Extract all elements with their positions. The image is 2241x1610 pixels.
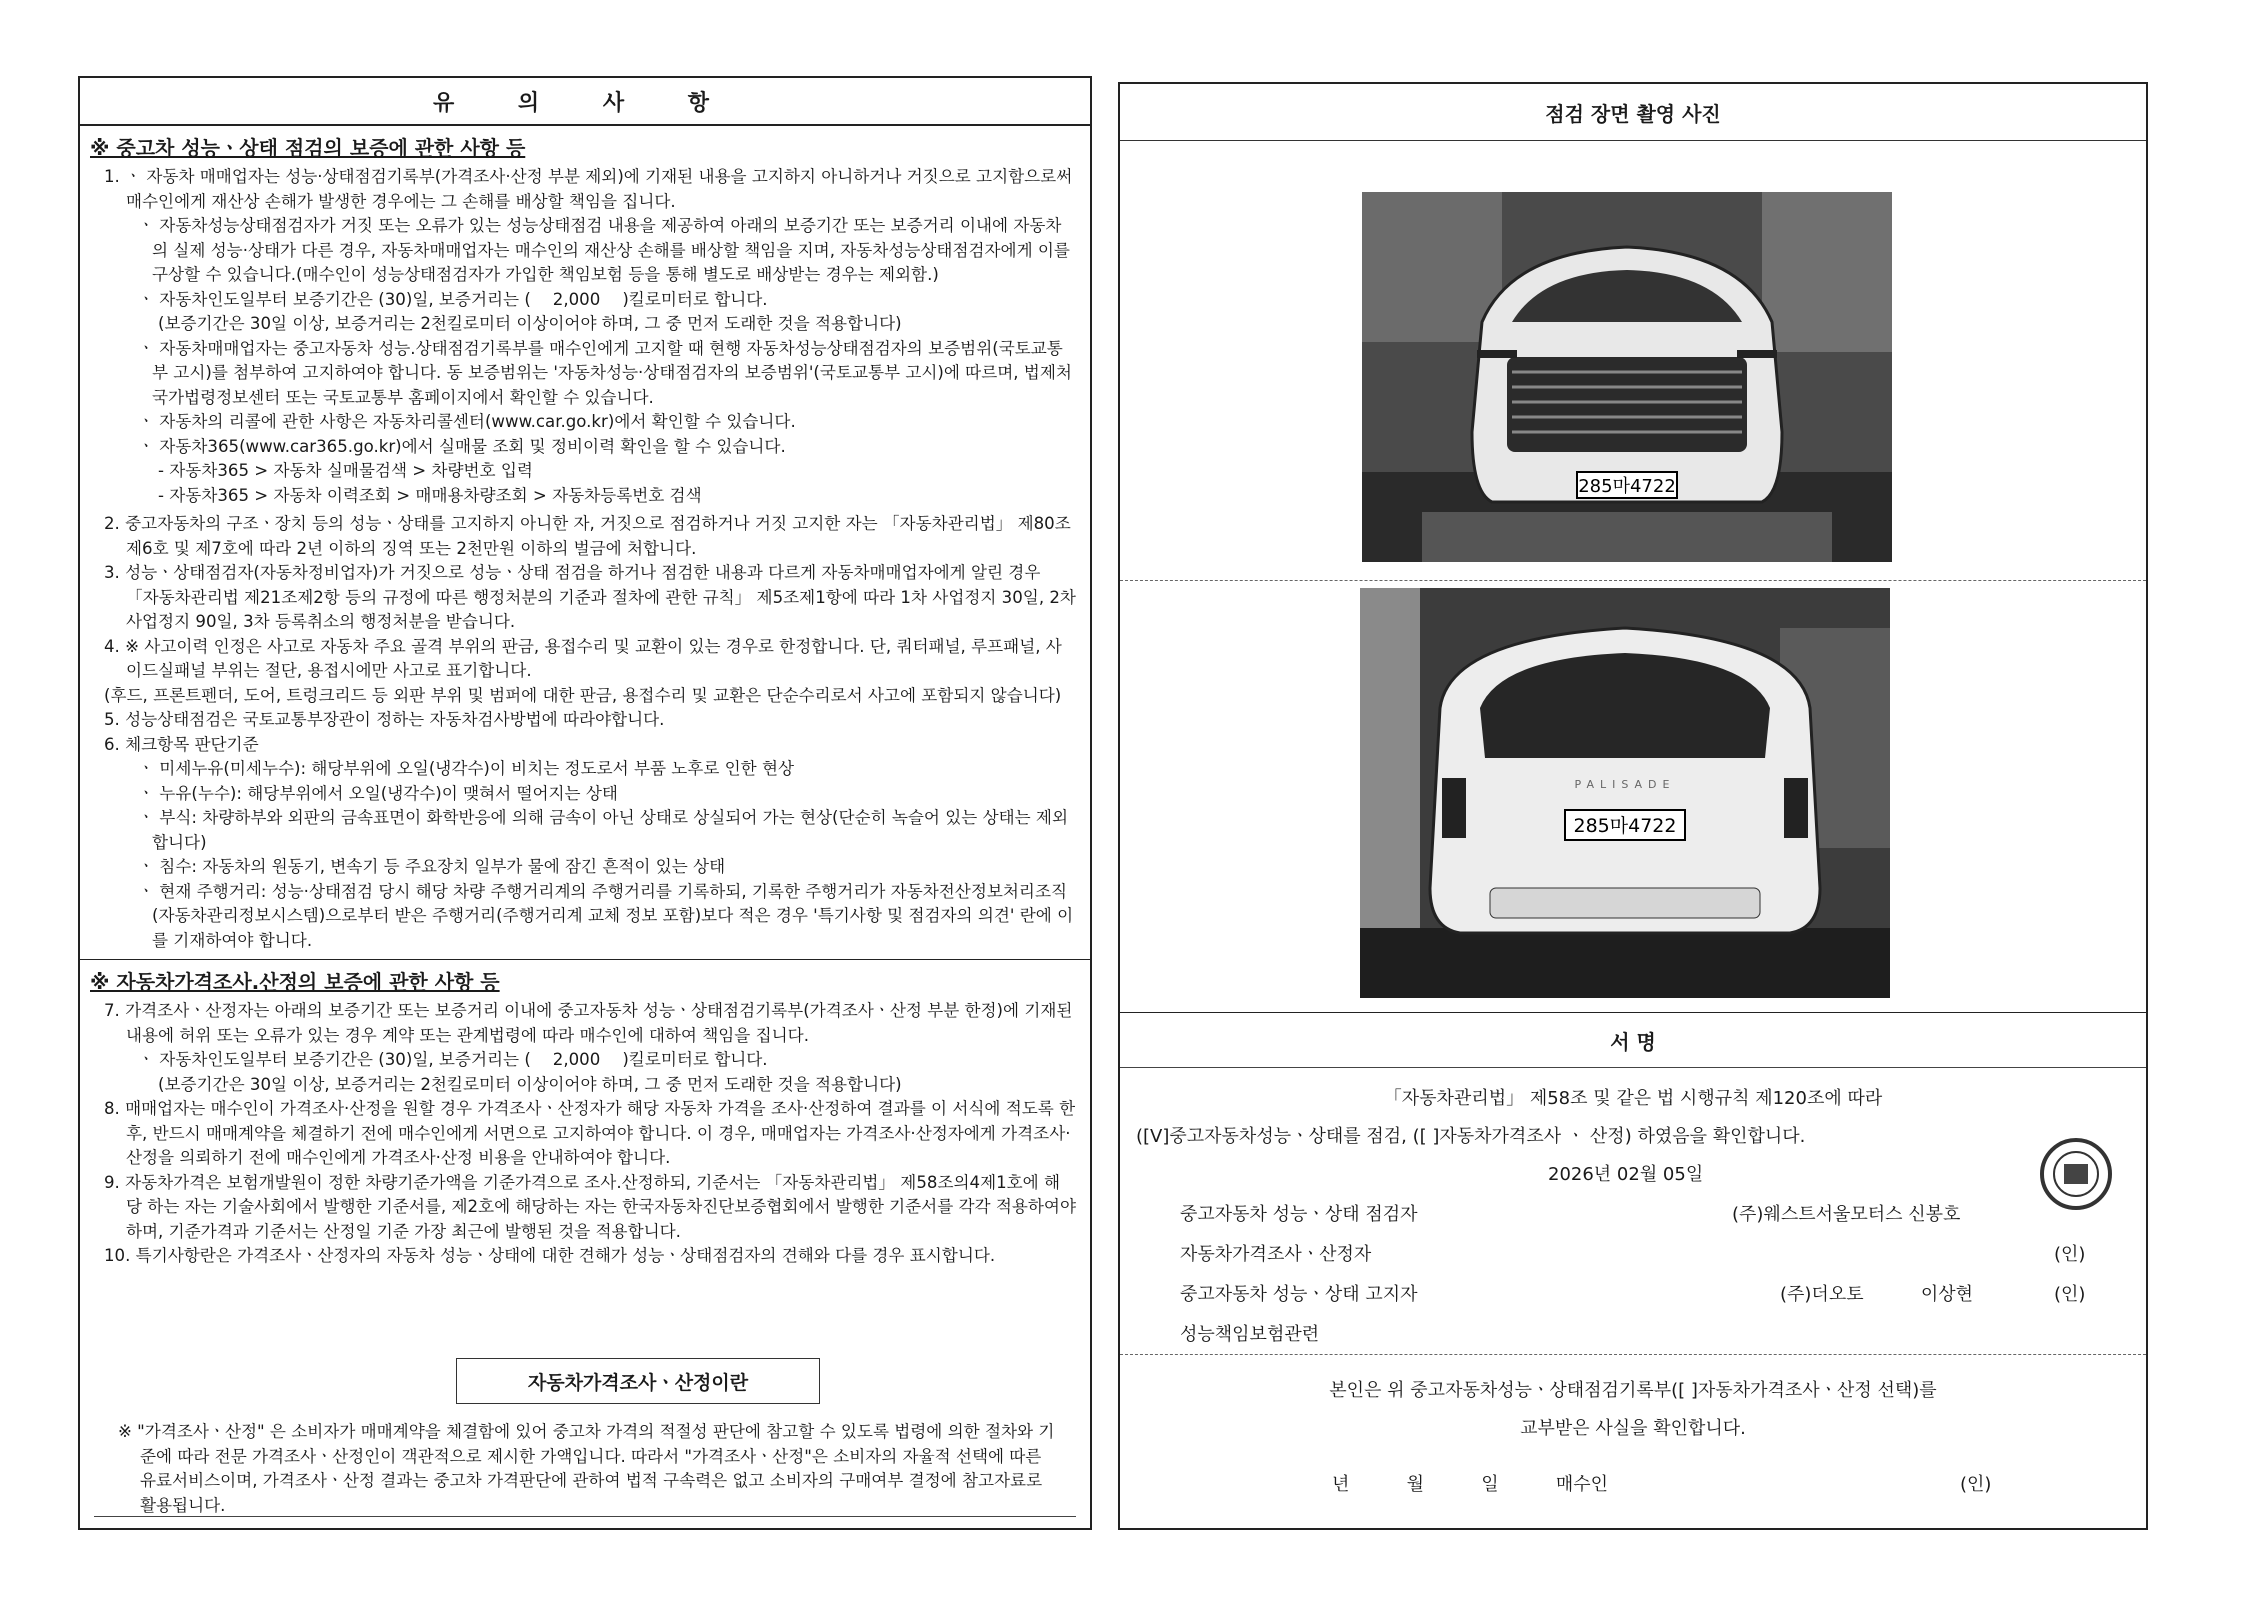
buyer-line1: 본인은 위 중고자동차성능ㆍ상태점검기록부([ ]자동차가격조사ㆍ산정 선택)를 — [1329, 1380, 1937, 1401]
company-stamp-icon — [2036, 1134, 2116, 1214]
front-plate-text: 285마4722 — [1578, 476, 1676, 497]
item6-a: ㆍ 미세누유(미세누수): 해당부위에 오일(냉각수)이 비치는 정도로서 부품 노후로 인한 현상 — [138, 759, 795, 778]
section2-title: ※ 자동차가격조사.산정의 보증에 관한 사항 등 — [90, 970, 500, 994]
rear-car-image — [1360, 588, 1890, 998]
item1-rest-1: ㆍ 자동차매매업자는 중고자동차 성능.상태점검기록부를 매수인에게 고지할 때 현행 자동차성능상태점검자의 보증범위(국토교통부 고시)를 첨부하여 고지하여야 합니다. 동 보증범위는 '자동차성능·상태점검자의 보증범위'(국토교통부 고시)에 따르며, 법제처 국가법령정보센터 또는 국토교통부 홈페이지에서 확인할 수 있습니다. — [138, 338, 1072, 407]
check-line: ([V]중고자동차성능ㆍ상태를 점검, ([ ]자동차가격조사 ㆍ 산정) 하였음을 확인합니다. — [1136, 1126, 1806, 1147]
sign-header: 서 명 — [1120, 1012, 2146, 1068]
item1-rest-2: ㆍ 자동차의 리콜에 관한 사항은 자동차리콜센터(www.car.go.kr)에서 확인할 수 있습니다. — [138, 412, 796, 431]
photo-sign-panel — [1118, 82, 2148, 1530]
warranty1-km: 2,000 — [552, 289, 601, 309]
front-car-image — [1362, 192, 1892, 562]
warranty1-prefix: ㆍ 자동차인도일부터 보증기간은 ( — [138, 289, 385, 309]
item5: 5. 성능상태점검은 국토교통부장관이 정하는 자동차검사방법에 따라야합니다. — [104, 710, 665, 729]
warranty2-prefix: ㆍ 자동차인도일부터 보증기간은 ( — [138, 1050, 385, 1069]
warranty1-days: 30 — [384, 289, 406, 309]
item6-e: ㆍ 현재 주행거리: 성능·상태점검 당시 해당 차량 주행거리계의 주행거리를 기록하되, 기록한 주행거리가 자동차전산정보처리조직(자동차관리정보시스템)으로부터 받은 주행거리(주행거리계 교체 정보 포함)보다 적은 경우 '특기사항 및 점검자의 의견' 란에 이를 기재하여야 합니다. — [138, 881, 1074, 950]
item2: 2. 중고자동차의 구조ㆍ장치 등의 성능ㆍ상태를 고지하지 아니한 자, 거짓으로 점검하거나 거짓 고지한 자는 「자동차관리법」 제80조제6호 및 제7호에 따라 2년 이하의 징역 또는 2천만원 이하의 벌금에 처합니다. — [104, 514, 1071, 558]
insurance-label: 성능책임보험관련 — [1180, 1324, 1320, 1345]
notifier-seal: (인) — [2054, 1284, 2086, 1305]
photo-header: 점검 장면 촬영 사진 — [1120, 84, 2146, 141]
item6-c: ㆍ 부식: 차량하부와 외판의 금속표면이 화학반응에 의해 금속이 아닌 상태로 상실되어 가는 현상(단순히 녹슬어 있는 상태는 제외합니다) — [138, 808, 1068, 852]
item1-para2: ㆍ 자동차성능상태점검자가 거짓 또는 오류가 있는 성능상태점검 내용을 제공하여 아래의 보증기간 또는 보증거리 이내에 자동차의 실제 성능·상태가 다른 경우, 자동차매매업자는 매수인의 재산상 손해를 배상할 책임을 지며, 자동차성능상태점검자에게 이를 구상할 수 있습니다.(매수인이 성능상태점검자가 가입한 책임보험 등을 통해 별도로 배상받는 경우는 제외함.) — [138, 216, 1070, 284]
rear-badge-text: PALISADE — [1574, 778, 1676, 791]
warranty2-mid: )일, 보증거리는 ( — [405, 1050, 531, 1069]
warranty2-km: 2,000 — [552, 1050, 601, 1069]
item10: 10. 특기사항란은 가격조사ㆍ산정자의 자동차 성능ㆍ상태에 대한 견해가 성능ㆍ상태점검자의 견해와 다를 경우 표시합니다. — [104, 1246, 996, 1265]
item6: 6. 체크항목 판단기준 — [104, 734, 259, 754]
item6-b: ㆍ 누유(누수): 해당부위에서 오일(냉각수)이 맺혀서 떨어지는 상태 — [138, 783, 618, 803]
rear-plate-text: 285마4722 — [1573, 815, 1677, 837]
notifier-value: (주)더오토 이상현 — [1780, 1284, 1973, 1305]
item9: 9. 자동차가격은 보험개발원이 정한 차량기준가액을 기준가격으로 조사.산정하되, 기준서는 「자동차관리법」 제58조의4제1호에 해당 하는 자는 기술사회에서 발행한 기준서를, 제2호에 해당하는 자는 한국자동차진단보증협회에서 발행한 기준서를 각각 적용하여야 하며, 기준가격과 기준서는 산정일 기준 가장 최근에 발행된 것을 적용합니다. — [104, 1172, 1076, 1241]
inspector-label: 중고자동차 성능ㆍ상태 점검자 — [1180, 1204, 1418, 1225]
item7-note: (보증기간은 30일 이상, 보증거리는 2천킬로미터 이상이어야 하며, 그 중 먼저 도래한 것을 적용합니다) — [158, 1074, 902, 1094]
buyer-seal: (인) — [1960, 1474, 1992, 1495]
item8: 8. 매매업자는 매수인이 가격조사·산정을 원할 경우 가격조사ㆍ산정자가 해당 자동차 가격을 조사·산정하여 결과를 이 서식에 적도록 한 후, 반드시 매매계약을 체결하기 전에 매수인에게 서면으로 고지하여야 합니다. 이 경우, 매매업자는 가격조사·산정자에게 가격조사·산정을 의뢰하기 전에 매수인에게 가격조사·산정 비용을 안내하여야 합니다. — [104, 1099, 1076, 1167]
law-line: 「자동차관리법」 제58조 및 같은 법 시행규칙 제120조에 따라 — [1383, 1088, 1883, 1109]
price-explain-para: ※ "가격조사ㆍ산정" 은 소비자가 매매계약을 체결함에 있어 중고차 가격의 적절성 판단에 참고할 수 있도록 법령에 의한 절차와 기준에 따라 전문 가격조사ㆍ산정인이 객관적으로 제시한 가액입니다. 따라서 "가격조사ㆍ산정"은 소비자의 자율적 선택에 따른 유료서비스이며, 가격조사ㆍ산정 결과는 중고차 가격판단에 관하여 법적 구속력은 없고 소비자의 구매여부 결정에 참고자료로 활용됩니다. — [118, 1422, 1055, 1515]
item1-rest-4: - 자동차365 > 자동차 실매물검색 > 차량번호 입력 — [158, 461, 533, 480]
inspector-value: (주)웨스트서울모터스 신봉호 — [1732, 1204, 1961, 1225]
rear-car-photo — [1360, 588, 1890, 998]
warranty1-suffix: )킬로미터로 합니다. — [622, 289, 768, 309]
notice-header: 유 의 사 항 — [80, 78, 1090, 126]
section1-title: ※ 중고차 성능ㆍ상태 점검의 보증에 관한 사항 등 — [90, 136, 526, 160]
notice-panel — [78, 76, 1092, 1530]
price-explain-label: 자동차가격조사ㆍ산정이란 — [456, 1358, 820, 1404]
front-car-photo — [1362, 192, 1892, 562]
warranty1-line — [92, 288, 1076, 313]
warranty1-mid: )일, 보증거리는 ( — [405, 289, 531, 309]
item6-d: ㆍ 침수: 자동차의 원동기, 변속기 등 주요장치 일부가 물에 잠긴 흔적이 있는 상태 — [138, 857, 726, 876]
warranty2-suffix: )킬로미터로 합니다. — [622, 1050, 768, 1069]
section2-body — [80, 999, 1090, 1269]
item3: 3. 성능ㆍ상태점검자(자동차정비업자)가 거짓으로 성능ㆍ상태 점검을 하거나 점검한 내용과 다르게 자동차매매업자에게 알린 경우 「자동차관리법 제21조제2항 등의 규정에 따른 행정처분의 기준과 절차에 관한 규칙」 제5조제1항에 따라 1차 사업정지 30일, 2차사업정지 90일, 3차 등록취소의 행정처분을 받습니다. — [104, 563, 1076, 631]
item1-rest-5: - 자동차365 > 자동차 이력조회 > 매매용차량조회 > 자동차등록번호 검색 — [158, 485, 702, 505]
buyer-separator — [1120, 1354, 2146, 1355]
warranty2-days: 30 — [384, 1050, 406, 1069]
appraiser-seal: (인) — [2054, 1244, 2086, 1265]
appraiser-label: 자동차가격조사ㆍ산정자 — [1180, 1244, 1372, 1265]
notifier-label: 중고자동차 성능ㆍ상태 고지자 — [1180, 1284, 1418, 1305]
item7: 7. 가격조사ㆍ산정자는 아래의 보증기간 또는 보증거리 이내에 중고자동차 성능ㆍ상태점검기록부(가격조사ㆍ산정 부분 한정)에 기재된 내용에 허위 또는 오류가 있는 경우 계약 또는 관계법령에 따라 매수인에 대하여 책임을 집니다. — [104, 1001, 1073, 1045]
item4: 4. ※ 사고이력 인정은 사고로 자동차 주요 골격 부위의 판금, 용접수리 및 교환이 있는 경우로 한정합니다. 단, 쿼터패널, 루프패널, 사이드실패널 부위는 절단, 용접시에만 사고로 표기합니다. — [104, 636, 1062, 680]
item1-para1: 1. ㆍ 자동차 매매업자는 성능·상태점검기록부(가격조사·산정 부분 제외)에 기재된 내용을 고지하지 아니하거나 거짓으로 고지함으로써 매수인에게 재산상 손해가 발생한 경우에는 그 손해를 배상할 책임을 집니다. — [104, 167, 1073, 211]
photo-separator — [1120, 580, 2146, 581]
buyer-date: 년 월 일 매수인 — [1332, 1474, 1608, 1495]
item1-rest-3: ㆍ 자동차365(www.car365.go.kr)에서 실매물 조회 및 정비이력 확인을 할 수 있습니다. — [138, 436, 786, 456]
buyer-line2: 교부받은 사실을 확인합니다. — [1520, 1418, 1746, 1439]
item1-rest-0: (보증기간은 30일 이상, 보증거리는 2천킬로미터 이상이어야 하며, 그 중 먼저 도래한 것을 적용합니다) — [158, 314, 902, 333]
sign-date: 2026년 02월 05일 — [1548, 1164, 1704, 1185]
item4-note: (후드, 프론트펜더, 도어, 트렁크리드 등 외판 부위 및 범퍼에 대한 판금, 용접수리 및 교환은 단순수리로서 사고에 포함되지 않습니다) — [104, 685, 1062, 705]
section1-body — [80, 165, 1090, 953]
warranty2-line — [92, 1048, 1076, 1073]
